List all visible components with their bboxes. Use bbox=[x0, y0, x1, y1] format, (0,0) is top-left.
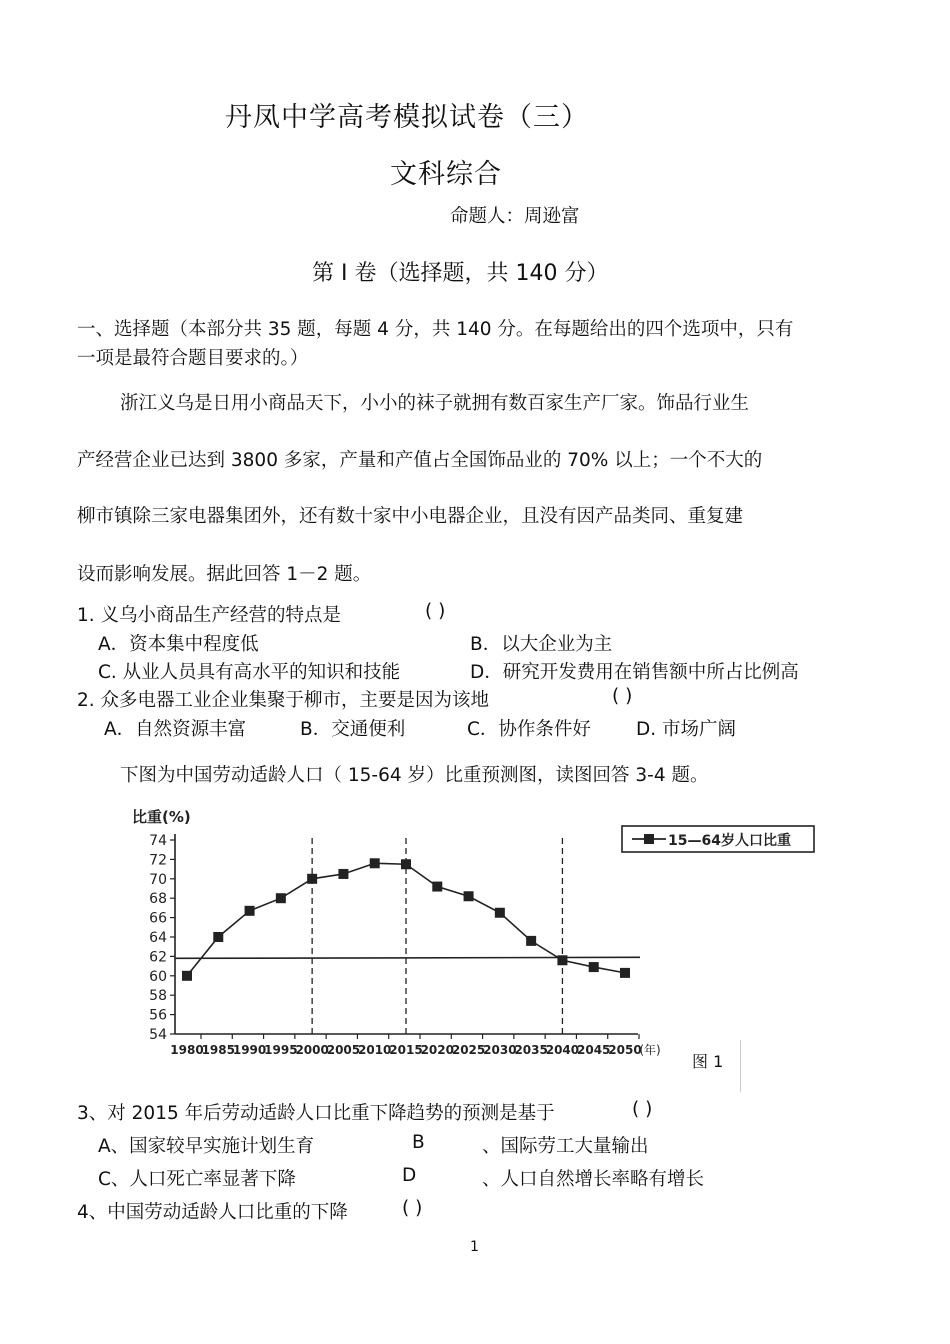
passage-line-2: 产经营企业已达到 3800 多家，产量和产值占全国饰品业的 70% 以上；一个不大的 bbox=[77, 450, 763, 471]
y-tick-label: 68 bbox=[149, 891, 167, 908]
reference-horizontal-line bbox=[175, 957, 640, 958]
q1-option-d: D．研究开发费用在销售额中所占比例高 bbox=[470, 662, 799, 683]
q2-option-b: B．交通便利 bbox=[300, 719, 406, 740]
q3-option-a: A、国家较早实施计划生育 bbox=[98, 1136, 315, 1157]
q3-option-d: 、人口自然增长率略有增长 bbox=[482, 1169, 705, 1190]
x-tick-label: 2030 bbox=[483, 1043, 517, 1057]
data-point bbox=[557, 955, 567, 965]
x-tick-label: 2045 bbox=[577, 1043, 611, 1057]
chart-svg bbox=[128, 800, 828, 1080]
q3-stem: 3、对 2015 年后劳动适龄人口比重下降趋势的预测是基于 bbox=[77, 1103, 555, 1124]
y-tick-label: 58 bbox=[149, 988, 167, 1005]
x-tick-label: 2015 bbox=[389, 1043, 423, 1057]
x-tick-label: 2050 bbox=[608, 1043, 642, 1057]
y-tick-label: 56 bbox=[149, 1007, 167, 1024]
figure-divider bbox=[740, 1040, 741, 1092]
y-tick-label: 64 bbox=[149, 930, 167, 946]
data-point bbox=[338, 869, 348, 879]
x-tick-label: 1985 bbox=[201, 1043, 235, 1057]
data-point bbox=[526, 936, 536, 946]
exam-subtitle: 文科综合 bbox=[390, 159, 502, 190]
q4-answer-paren: ( ) bbox=[402, 1198, 423, 1219]
y-tick-label: 60 bbox=[149, 968, 167, 985]
author-line: 命题人：周逊富 bbox=[450, 206, 580, 227]
y-axis-label: 比重(%) bbox=[132, 808, 191, 826]
x-tick-label: 2000 bbox=[295, 1043, 329, 1057]
legend-marker bbox=[644, 834, 654, 844]
q1-option-a: A．资本集中程度低 bbox=[98, 634, 259, 655]
data-point bbox=[213, 932, 223, 942]
chart-intro: 下图为中国劳动适龄人口（ 15-64 岁）比重预测图，读图回答 3-4 题。 bbox=[120, 765, 709, 786]
q1-option-c: C. 从业人员具有高水平的知识和技能 bbox=[98, 662, 401, 683]
q3-option-b: 、国际劳工大量输出 bbox=[482, 1136, 649, 1157]
q3-option-d-letter: D bbox=[402, 1165, 417, 1186]
data-point bbox=[589, 962, 599, 972]
x-tick-label: 2025 bbox=[451, 1043, 486, 1057]
q1-answer-paren: ( ) bbox=[425, 601, 446, 622]
data-point bbox=[182, 971, 192, 981]
passage-line-4: 设而影响发展。据此回答 1－2 题。 bbox=[77, 564, 372, 585]
x-tick-label: 2005 bbox=[326, 1043, 361, 1057]
page-number: 1 bbox=[470, 1239, 479, 1255]
q4-stem: 4、中国劳动适龄人口比重的下降 bbox=[77, 1202, 348, 1223]
data-point bbox=[464, 891, 474, 901]
q3-answer-paren: ( ) bbox=[632, 1099, 653, 1120]
data-point bbox=[370, 858, 380, 868]
y-tick-label: 62 bbox=[149, 949, 167, 966]
q2-stem: 2. 众多电器工业企业集聚于柳市，主要是因为该地 bbox=[77, 690, 490, 711]
volume-heading: 第 I 卷（选择题，共 140 分） bbox=[312, 261, 609, 286]
q1-stem: 1. 义乌小商品生产经营的特点是 bbox=[77, 605, 342, 626]
data-point bbox=[620, 968, 630, 978]
data-point bbox=[495, 908, 505, 918]
q3-option-b-letter: B bbox=[412, 1132, 425, 1153]
x-tick-label: 2020 bbox=[420, 1043, 454, 1057]
x-axis-label: (年) bbox=[639, 1043, 661, 1057]
section-instruction-line-1: 一、选择题（本部分共 35 题，每题 4 分，共 140 分。在每题给出的四个选项中，只有 bbox=[77, 319, 794, 340]
legend-label: 15—64岁人口比重 bbox=[668, 833, 791, 849]
y-tick-label: 70 bbox=[149, 871, 167, 888]
x-tick-label: 1990 bbox=[232, 1043, 267, 1057]
x-tick-label: 1995 bbox=[264, 1043, 298, 1057]
q2-answer-paren: ( ) bbox=[612, 686, 633, 707]
data-point bbox=[307, 874, 317, 884]
passage-line-3: 柳市镇除三家电器集团外，还有数十家中小电器企业，且没有因产品类同、重复建 bbox=[77, 506, 744, 527]
data-point bbox=[276, 893, 286, 903]
population-chart bbox=[128, 800, 828, 1080]
q2-option-c: C．协作条件好 bbox=[467, 719, 591, 740]
data-point bbox=[432, 882, 442, 892]
x-tick-label: 1980 bbox=[170, 1043, 204, 1057]
passage-line-1: 浙江义乌是日用小商品天下，小小的袜子就拥有数百家生产厂家。饰品行业生 bbox=[120, 393, 750, 414]
y-tick-label: 54 bbox=[149, 1027, 167, 1043]
x-tick-label: 2010 bbox=[358, 1043, 392, 1057]
q2-option-d: D. 市场广阔 bbox=[636, 719, 737, 740]
y-tick-label: 72 bbox=[149, 852, 167, 869]
data-point bbox=[401, 859, 411, 869]
q2-option-a: A．自然资源丰富 bbox=[104, 719, 247, 740]
x-tick-label: 2035 bbox=[514, 1043, 548, 1057]
y-tick-label: 66 bbox=[149, 910, 167, 927]
q3-option-c: C、人口死亡率显著下降 bbox=[98, 1169, 296, 1190]
data-point bbox=[245, 906, 255, 916]
figure-label: 图 1 bbox=[692, 1052, 724, 1071]
exam-title: 丹凤中学高考模拟试卷（三） bbox=[225, 102, 589, 133]
y-tick-label: 74 bbox=[149, 833, 167, 849]
x-tick-label: 2040 bbox=[545, 1043, 580, 1057]
q1-option-b: B．以大企业为主 bbox=[470, 634, 613, 655]
section-instruction-line-2: 一项是最符合题目要求的。） bbox=[77, 348, 309, 369]
